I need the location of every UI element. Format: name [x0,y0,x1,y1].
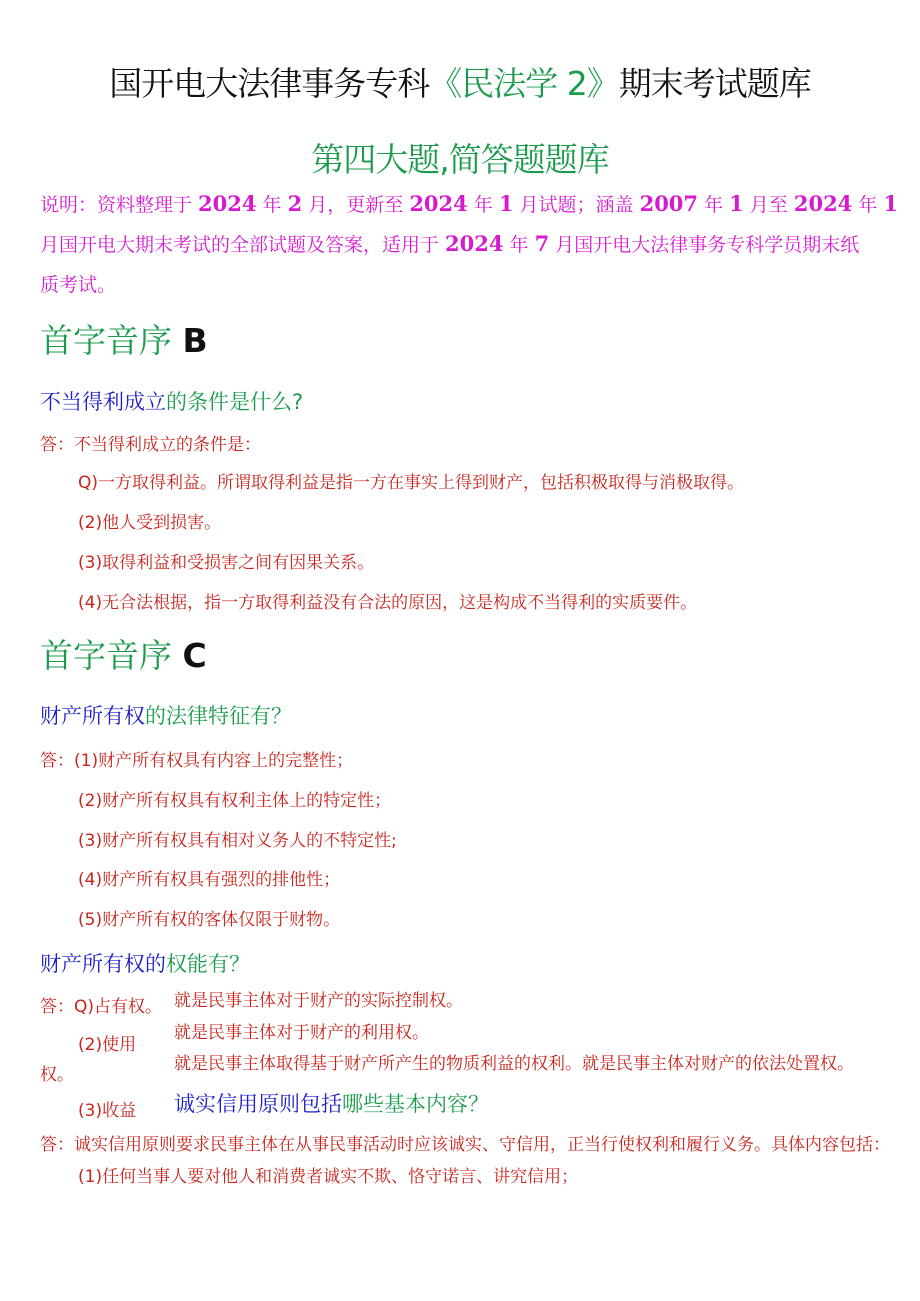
note-number: 2007 [639,191,699,216]
question-keyword: 则包括 [279,1092,342,1116]
answer-item: (3)财产所有权具有相对义务人的不特定性; [78,831,397,851]
note-text: 说明：资料整理于 [40,194,199,216]
section-heading-b [40,315,208,362]
note-number: 2024 [409,191,468,216]
note-text: 月国开电大期末考试的全部试题及答案，适用于 [40,234,446,256]
note-line-1 [40,190,898,217]
note-number: 2024 [445,231,504,256]
answer-intro: 答：(1)财产所有权具有内容上的完整性； [40,751,354,771]
question-rest: 的法律特征有？ [145,704,292,728]
answer-item: (2)财产所有权具有权利主体上的特定性； [78,791,392,811]
note-number: 2024 [793,191,853,216]
title-part-2: 《民法学 2》 [429,64,619,103]
question-ownership-powers [40,948,250,978]
note-line-3: 质考试。 [40,274,117,296]
heading-letter: B [182,321,208,360]
section-heading-c [40,630,207,677]
note-number: 1 [729,191,744,216]
answer-intro: 答：不当得利成立的条件是： [40,435,261,455]
note-number: 1 [498,191,514,216]
note-text: 年 [256,194,288,216]
question-keyword: 财产所有权的 [40,952,166,976]
answer-intro: 答：诚实信用原则要求民事主体在从事民事活动时应该诚实、守信用，正当行使权利和履行义务。具体内容包括： [40,1135,890,1155]
answer-left-4 [78,1096,137,1121]
answer-item: Q)一方取得利益。所谓取得利益是指一方在事实上得到财产，包括积极取得与消极取得。 [78,473,745,493]
question-rest: 哪些基本内容？ [342,1092,489,1116]
section-title: 第四大题,简答题题库 [311,140,609,179]
question-rest: 权能有？ [166,952,250,976]
answer-item: (1)任何当事人要对他人和消费者诚实不欺、恪守诺言、讲究信用； [78,1167,579,1187]
question-ownership-features [40,700,292,730]
answer-item: (2)他人受到损害。 [78,513,222,533]
document-title [0,58,920,105]
note-number: 1 [883,191,899,216]
heading-text: 首字音序 [40,321,183,360]
note-text: 年 [503,234,535,256]
answer-item: (3)取得利益和受损害之间有因果关系。 [78,553,375,573]
heading-letter: C [182,636,207,675]
note-number: 2 [287,191,303,216]
note-text: 月至 [743,194,794,216]
note-text: 年 [467,194,499,216]
answer-left-3: 权。 [40,1065,74,1085]
title-part-3: 期末考试题库 [618,64,811,103]
note-text: 月，更新至 [302,194,410,216]
note-text: 月试题；涵盖 [513,194,640,216]
question-unjust-enrichment [40,386,303,416]
note-text: 年 [698,194,730,216]
note-number: 2024 [198,191,257,216]
question-keyword: 诚实信用原 [174,1092,279,1116]
question-rest: 的条件是什么? [166,390,304,414]
question-keyword: 财产所有权 [40,704,145,728]
note-text: 月国开电大法律事务专科学员期末纸 [549,234,860,256]
title-part-1: 国开电大法律事务专科 [109,64,430,103]
answer-item: (4)财产所有权具有强烈的排他性； [78,870,341,890]
note-text: 年 [852,194,884,216]
answer-right-2: 就是民事主体对于财产的利用权。 [174,1023,429,1043]
question-keyword: 不当得利成立 [40,390,166,414]
question-good-faith [174,1088,489,1118]
answer-left-2: (2)使用 [78,1035,137,1055]
clipped-text: (3)收益 [78,1101,137,1121]
answer-right-1: 就是民事主体对于财产的实际控制权。 [174,991,463,1011]
note-number: 7 [534,231,550,256]
heading-text: 首字音序 [40,636,183,675]
note-line-2 [40,230,859,257]
answer-left-1: 答：Q)占有权。 [40,997,163,1017]
answer-right-3: 就是民事主体取得基于财产所产生的物质利益的权利。就是民事主体对财产的依法处置权。 [174,1054,854,1074]
answer-item: (4)无合法根据，指一方取得利益没有合法的原因，这是构成不当得利的实质要件。 [78,593,698,613]
answer-item: (5)财产所有权的客体仅限于财物。 [78,910,341,930]
